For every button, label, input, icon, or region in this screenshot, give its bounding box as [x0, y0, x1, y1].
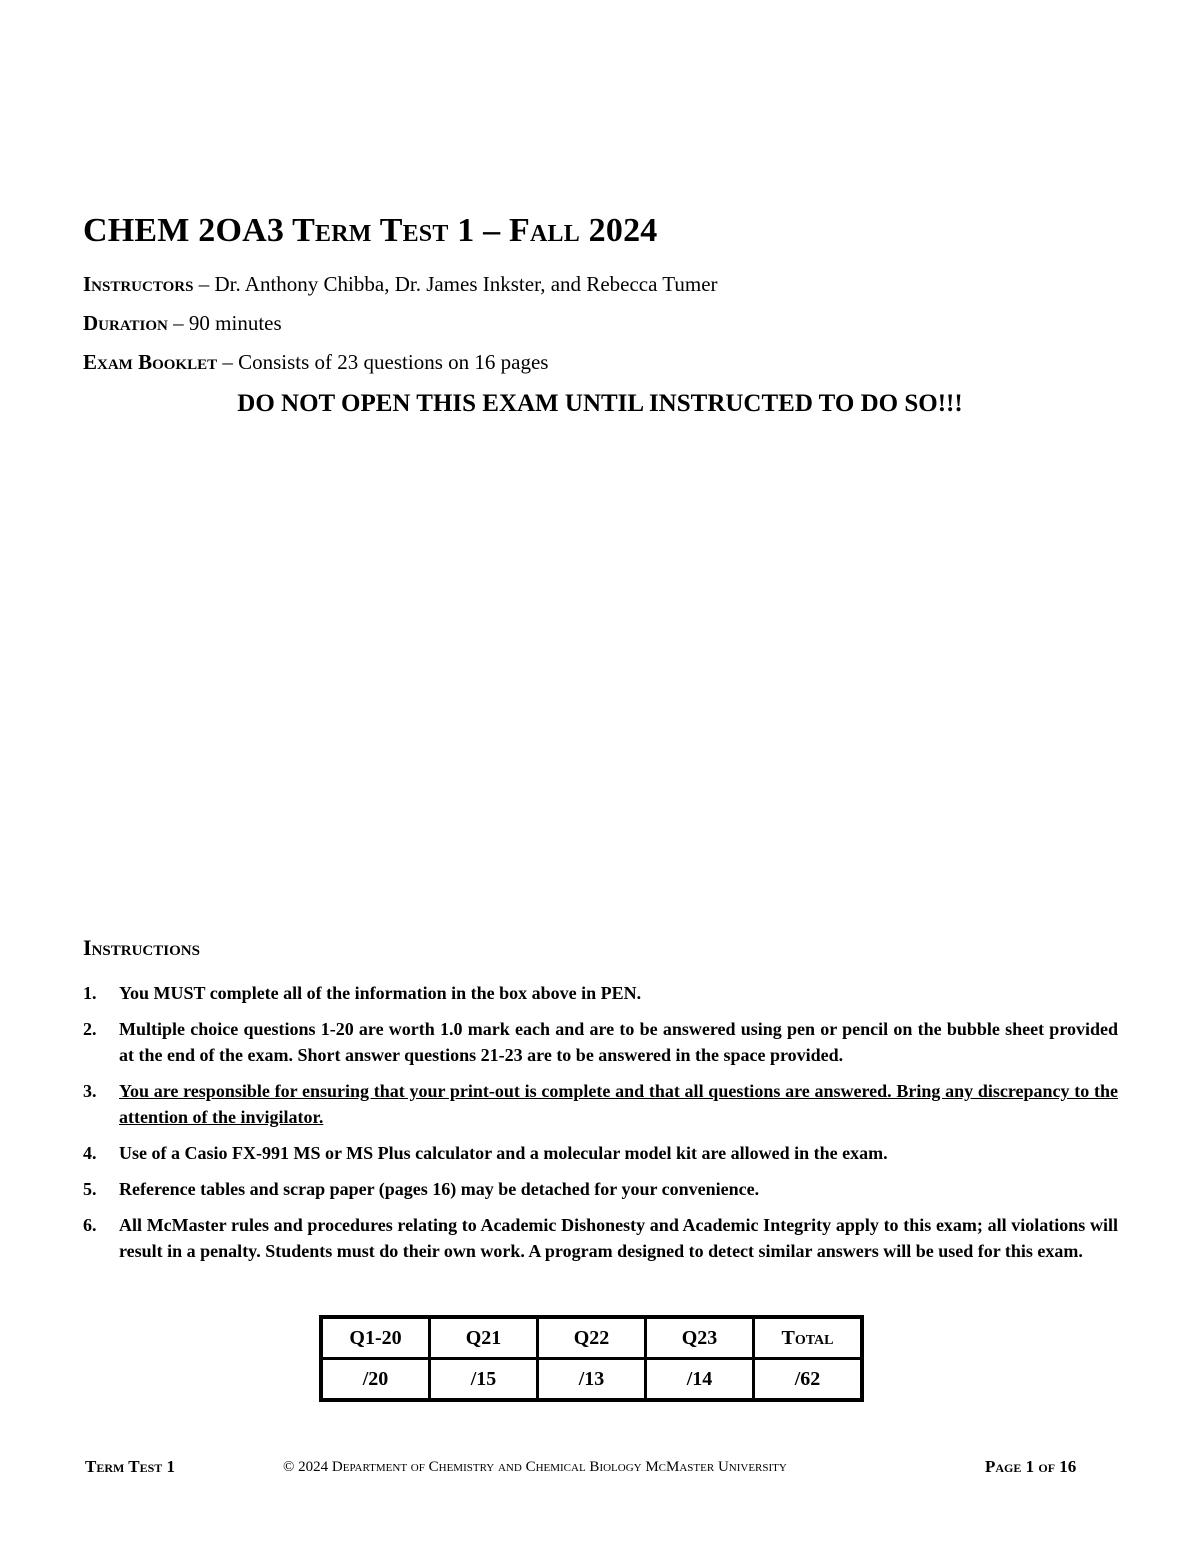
instructions-list [83, 980, 1118, 1274]
duration-value: – 90 minutes [167, 311, 282, 335]
booklet-line [83, 350, 548, 375]
instruction-number: 1. [83, 983, 97, 1003]
score-value-cell: /62 [754, 1359, 863, 1401]
instruction-text: Use of a Casio FX-991 MS or MS Plus calculator and a molecular model kit are allowed in the exam. [119, 1143, 888, 1163]
booklet-value: – Consists of 23 questions on 16 pages [217, 350, 549, 374]
instructors-line [83, 272, 718, 297]
footer-test-name: Term Test 1 [85, 1457, 176, 1476]
instruction-number: 2. [83, 1019, 97, 1039]
instruction-item [83, 1212, 1118, 1264]
score-header-cell: Q23 [646, 1317, 754, 1359]
score-header-cell: Total [754, 1317, 863, 1359]
instructors-label: Instructors [83, 272, 194, 296]
score-header-cell: Q1-20 [321, 1317, 430, 1359]
instruction-item [83, 1140, 1118, 1166]
footer-page-number: Page 1 of 16 [985, 1457, 1077, 1476]
score-header-cell: Q21 [430, 1317, 538, 1359]
footer-copyright: © 2024 Department of Chemistry and Chemical Biology McMaster University [283, 1459, 787, 1475]
score-header-cell: Q22 [538, 1317, 646, 1359]
instructors-value: – Dr. Anthony Chibba, Dr. James Inkster, and Rebecca Tumer [193, 272, 718, 296]
instruction-item [83, 1078, 1118, 1130]
instruction-text: All McMaster rules and procedures relating to Academic Dishonesty and Academic Integrity apply to this exam; all violations will result in a penalty. Students must do their own work. A program designed to detect similar answers will be used for this exam. [119, 1215, 1118, 1261]
score-value-cell: /14 [646, 1359, 754, 1401]
booklet-label: Exam Booklet [83, 350, 218, 374]
score-value-cell: /13 [538, 1359, 646, 1401]
instruction-number: 4. [83, 1143, 97, 1163]
instruction-number: 6. [83, 1215, 97, 1235]
do-not-open-warning: DO NOT OPEN THIS EXAM UNTIL INSTRUCTED TO DO SO!!! [237, 390, 963, 417]
instruction-number: 5. [83, 1179, 97, 1199]
instruction-text: Reference tables and scrap paper (pages 16) may be detached for your convenience. [119, 1179, 760, 1199]
instructions-heading: Instructions [83, 935, 200, 960]
instruction-number: 3. [83, 1081, 97, 1101]
instruction-text: You MUST complete all of the information in the box above in PEN. [119, 983, 642, 1003]
score-table [319, 1315, 864, 1402]
duration-line [83, 311, 282, 336]
instruction-text: Multiple choice questions 1-20 are worth 1.0 mark each and are to be answered using pen or pencil on the bubble sheet provided at the end of the exam. Short answer questions 21-23 are to be answered in the space provided. [119, 1019, 1118, 1065]
instruction-item [83, 980, 1118, 1006]
instruction-item [83, 1016, 1118, 1068]
score-header-row [321, 1317, 862, 1359]
instruction-item [83, 1176, 1118, 1202]
score-value-cell: /20 [321, 1359, 430, 1401]
duration-label: Duration [83, 311, 168, 335]
score-value-row [321, 1359, 862, 1401]
page-title: CHEM 2OA3 Term Test 1 – Fall 2024 [83, 212, 658, 249]
instruction-text: You are responsible for ensuring that your print-out is complete and that all questions are answered. Bring any discrepancy to the attention of the invigilator. [119, 1081, 1118, 1127]
score-value-cell: /15 [430, 1359, 538, 1401]
